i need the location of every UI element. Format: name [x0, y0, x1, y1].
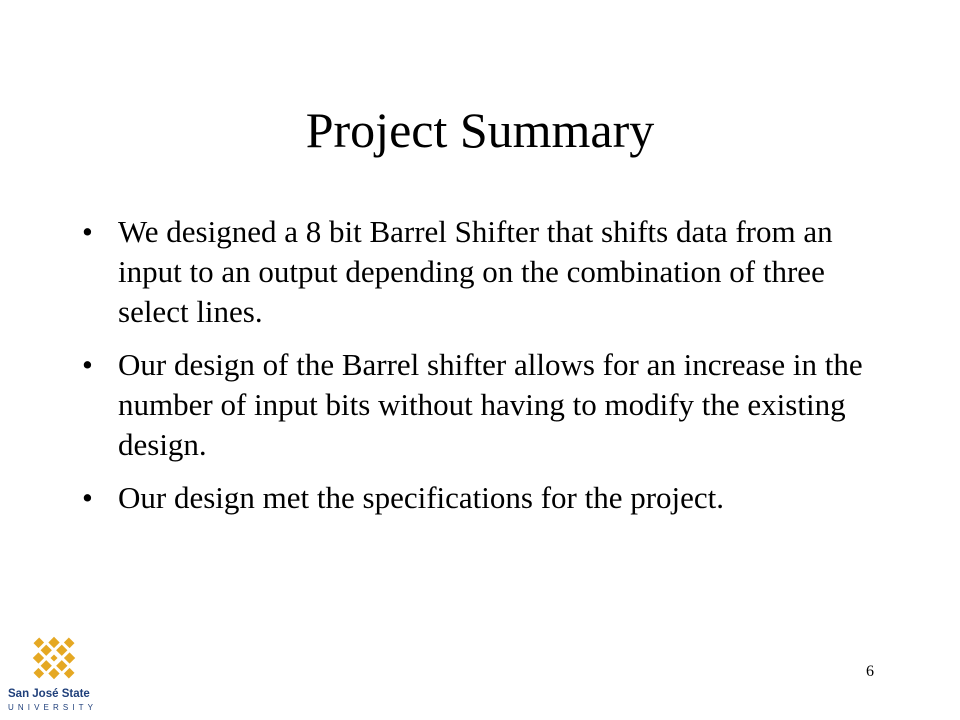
- bullet-marker: •: [82, 214, 93, 249]
- logo-subtitle: UNIVERSITY: [8, 703, 98, 712]
- bullet-text: Our design met the specifications for the project.: [118, 480, 725, 515]
- logo-name: San José State: [8, 688, 90, 700]
- page-number: 6: [866, 663, 874, 680]
- university-logo: [8, 632, 100, 716]
- bullet-item: [82, 478, 882, 518]
- bullet-item: [82, 345, 882, 465]
- bullet-item: [82, 212, 882, 332]
- bullet-marker: •: [82, 480, 93, 515]
- bullet-marker: •: [82, 347, 93, 382]
- bullet-text: We designed a 8 bit Barrel Shifter that shifts data from an input to an output depending on the combination of three select lines.: [118, 214, 833, 329]
- sjsu-logo-icon: [28, 632, 80, 684]
- bullet-list: [82, 212, 882, 531]
- bullet-text: Our design of the Barrel shifter allows for an increase in the number of input bits without having to modify the existing design.: [118, 347, 863, 462]
- slide-title: Project Summary: [305, 102, 655, 158]
